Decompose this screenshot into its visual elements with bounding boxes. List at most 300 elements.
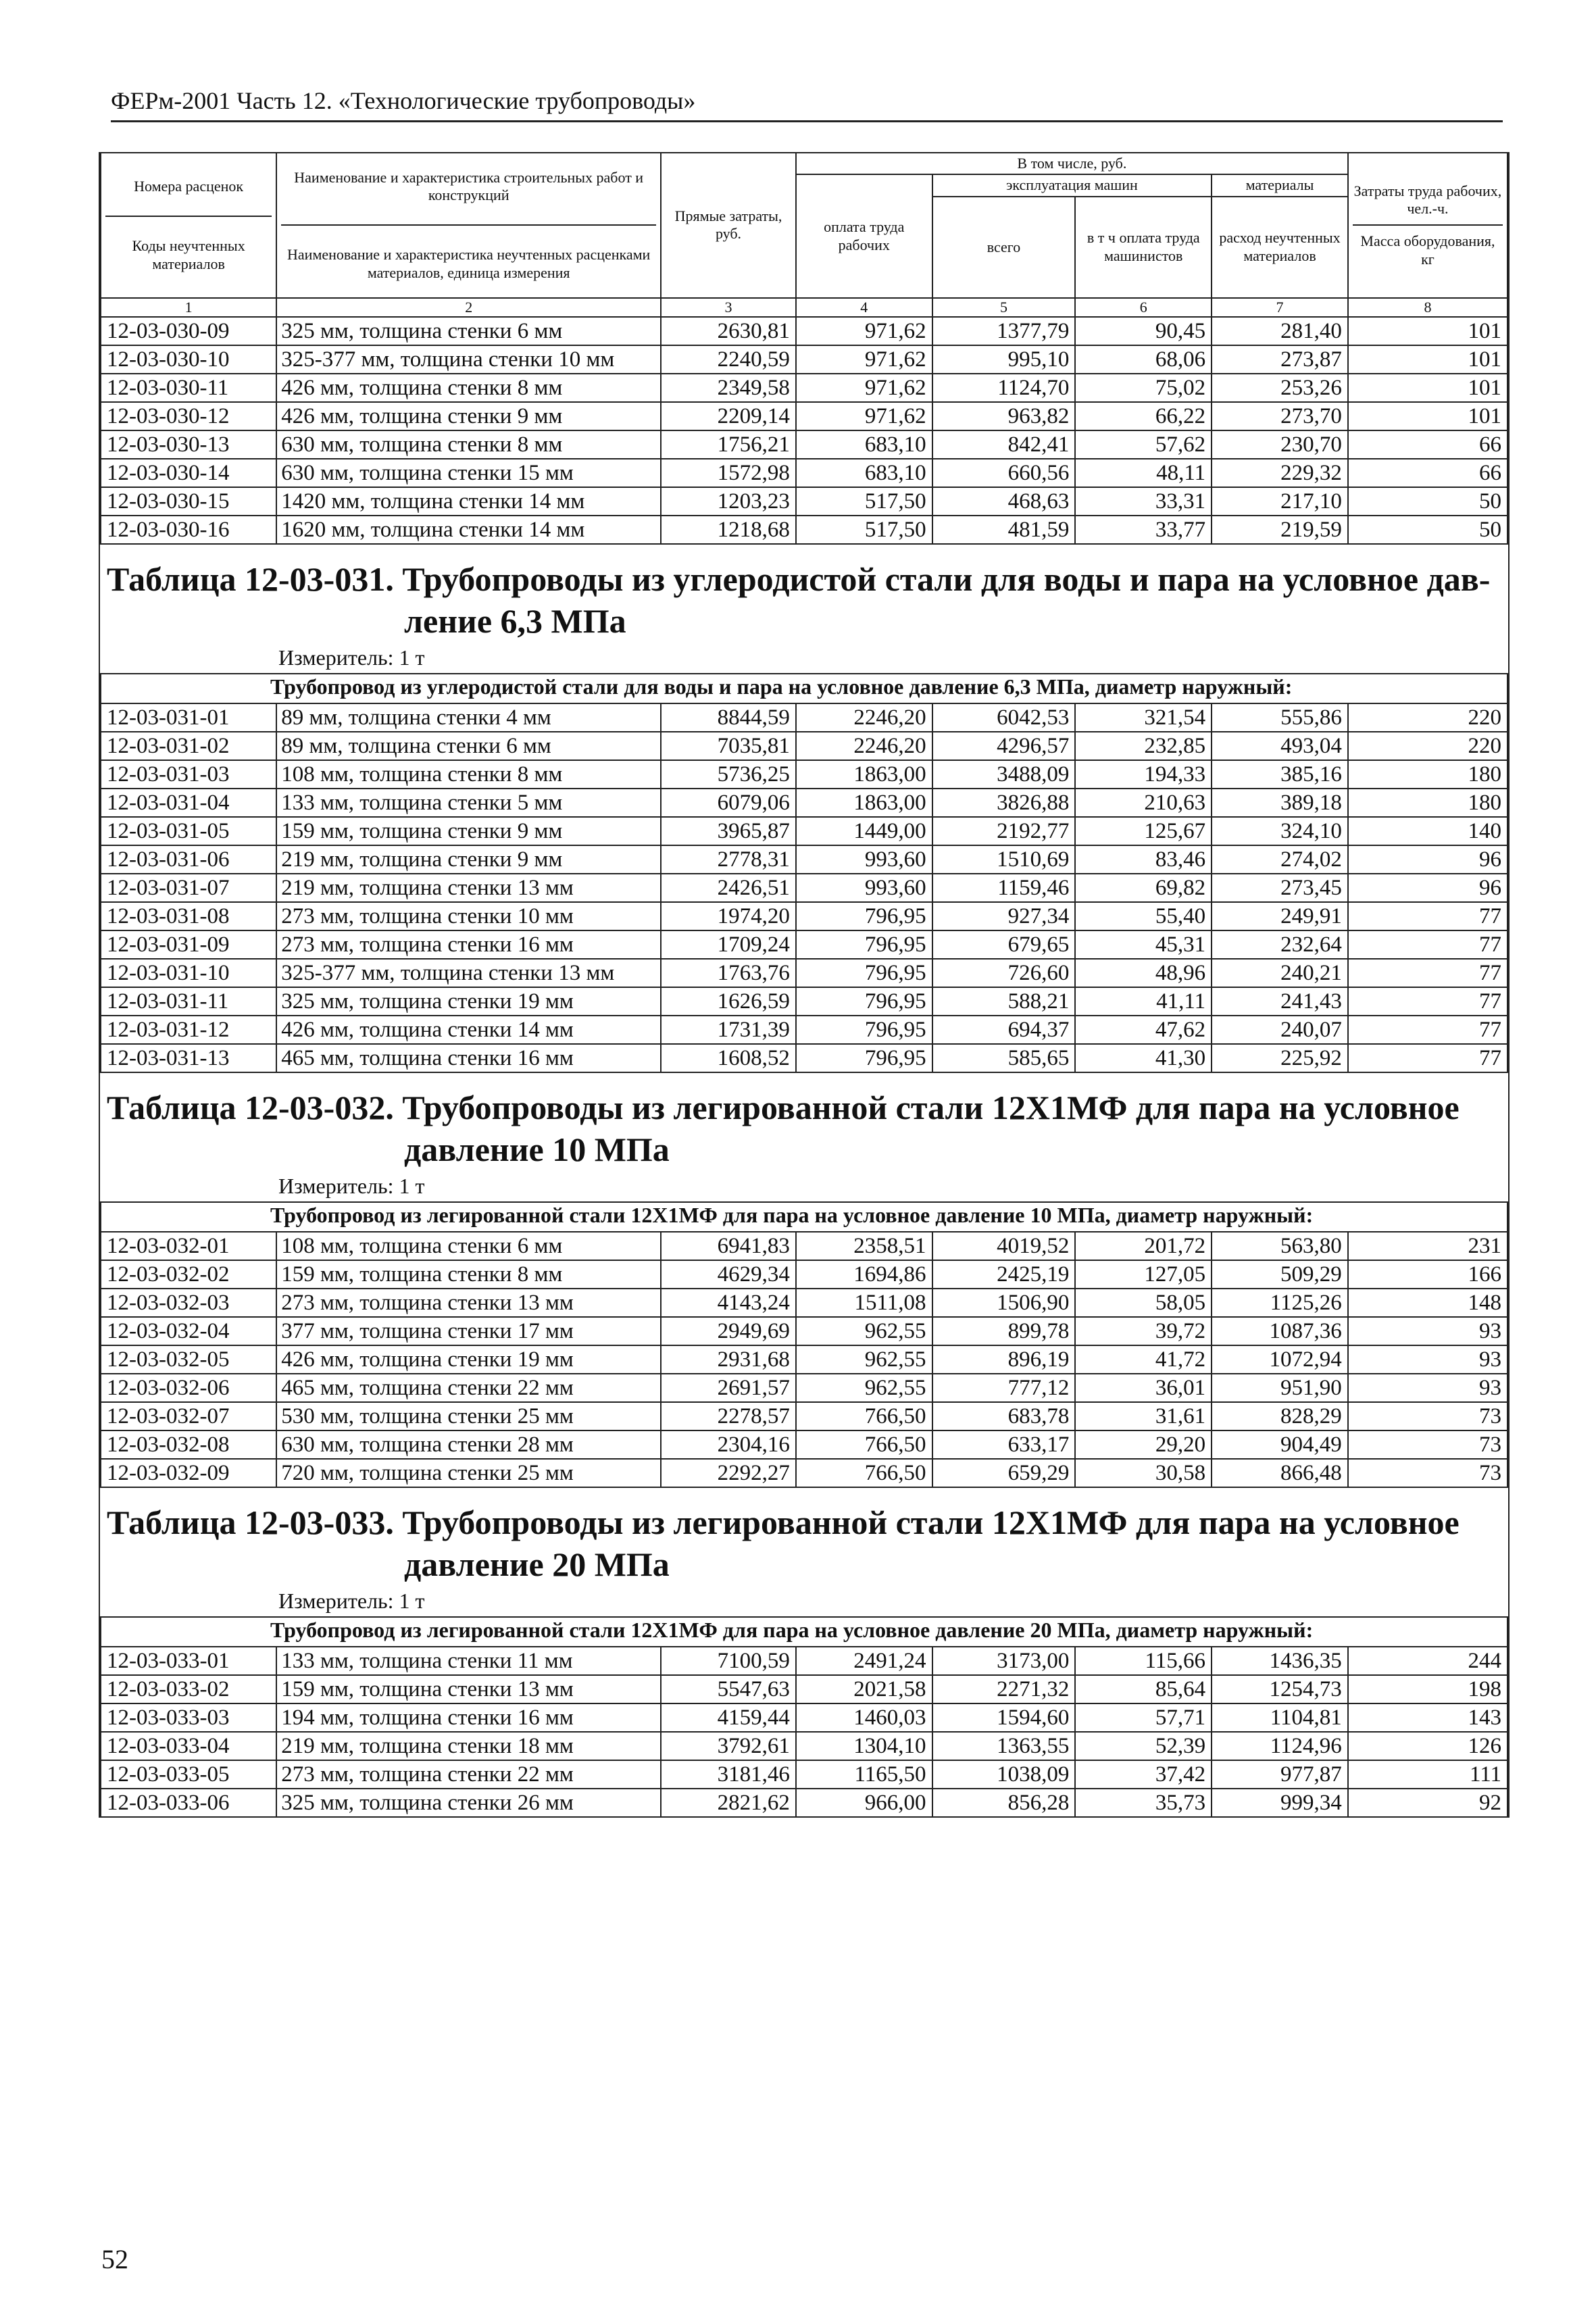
labor-hours-cell: 244 [1348,1647,1507,1675]
rate-code-cell: 12-03-031-11 [101,987,276,1016]
work-description-cell: 630 мм, толщина стенки 8 мм [276,430,661,459]
labor-hours-cell: 77 [1348,959,1507,987]
rate-code-cell: 12-03-030-14 [101,459,276,487]
table-row [101,516,1507,544]
rate-code-cell: 12-03-030-11 [101,374,276,402]
table-row [101,1317,1507,1345]
labor-hours-cell: 180 [1348,789,1507,817]
col-header-work-name: Наименование и характеристика строительных работ и конструкций [281,169,656,226]
machinist-pay-cell: 194,33 [1075,760,1212,789]
worker-pay-cell: 971,62 [796,345,932,374]
table-row [101,845,1507,874]
labor-hours-cell: 93 [1348,1374,1507,1402]
work-description-cell: 720 мм, толщина стенки 25 мм [276,1459,661,1487]
table-031 [100,673,1508,1073]
work-description-cell: 465 мм, толщина стенки 22 мм [276,1374,661,1402]
table-row [101,374,1507,402]
machinist-pay-cell: 85,64 [1075,1675,1212,1703]
machines-total-cell: 3173,00 [932,1647,1076,1675]
worker-pay-cell: 2358,51 [796,1232,932,1260]
labor-hours-cell: 77 [1348,1016,1507,1044]
worker-pay-cell: 796,95 [796,1016,932,1044]
work-description-cell: 219 мм, толщина стенки 9 мм [276,845,661,874]
materials-cost-cell: 249,91 [1212,902,1348,930]
labor-hours-cell: 50 [1348,487,1507,516]
table-row [101,959,1507,987]
rate-code-cell: 12-03-031-13 [101,1044,276,1072]
col-header-names [276,153,661,298]
worker-pay-cell: 971,62 [796,402,932,430]
machines-total-cell: 1159,46 [932,874,1076,902]
machines-total-cell: 1038,09 [932,1760,1076,1789]
worker-pay-cell: 683,10 [796,459,932,487]
col-header-direct-costs: Прямые затраты, руб. [661,153,796,298]
table-row [101,1016,1507,1044]
table-row [101,1647,1507,1675]
col-number: 5 [932,298,1076,317]
work-description-cell: 630 мм, толщина стенки 15 мм [276,459,661,487]
labor-hours-cell: 140 [1348,817,1507,845]
work-description-cell: 530 мм, толщина стенки 25 мм [276,1402,661,1430]
machinist-pay-cell: 45,31 [1075,930,1212,959]
col-header-machinist-pay: в т ч оплата труда машинистов [1075,197,1212,298]
table-031-caption: Трубопровод из углеродистой стали для воды и пара на условное давление 6,3 МПа, диаметр наружный: [101,674,1507,703]
machinist-pay-cell: 321,54 [1075,703,1212,732]
worker-pay-cell: 517,50 [796,516,932,544]
table-031-title-line1: Таблица 12-03-031. Трубопроводы из углеродистой стали для воды и пара на условное дав- [107,559,1491,598]
main-table [100,152,1508,545]
rate-code-cell: 12-03-032-05 [101,1345,276,1374]
rate-code-cell: 12-03-031-08 [101,902,276,930]
work-description-cell: 89 мм, толщина стенки 6 мм [276,732,661,760]
direct-costs-cell: 1608,52 [661,1044,796,1072]
materials-cost-cell: 999,34 [1212,1789,1348,1817]
direct-costs-cell: 1974,20 [661,902,796,930]
work-description-cell: 1420 мм, толщина стенки 14 мм [276,487,661,516]
machinist-pay-cell: 68,06 [1075,345,1212,374]
col-header-worker-pay: оплата труда рабочих [796,174,932,297]
col-header-codes [101,153,276,298]
worker-pay-cell: 971,62 [796,317,932,345]
materials-cost-cell: 232,64 [1212,930,1348,959]
direct-costs-cell: 2240,59 [661,345,796,374]
work-description-cell: 325-377 мм, толщина стенки 10 мм [276,345,661,374]
machines-total-cell: 1377,79 [932,317,1076,345]
work-description-cell: 89 мм, толщина стенки 4 мм [276,703,661,732]
materials-cost-cell: 1104,81 [1212,1703,1348,1732]
direct-costs-cell: 6079,06 [661,789,796,817]
work-description-cell: 325 мм, толщина стенки 6 мм [276,317,661,345]
worker-pay-cell: 2246,20 [796,732,932,760]
col-header-material-name: Наименование и характеристика неучтенных расценками материалов, единица измерения [287,246,651,281]
machinist-pay-cell: 48,11 [1075,459,1212,487]
direct-costs-cell: 2931,68 [661,1345,796,1374]
table-033-caption: Трубопровод из легированной стали 12Х1МФ для пара на условное давление 20 МПа, диаметр наружный: [101,1617,1507,1647]
materials-cost-cell: 1254,73 [1212,1675,1348,1703]
direct-costs-cell: 2426,51 [661,874,796,902]
table-033-title-line1: Таблица 12-03-033. Трубопроводы из легированной стали 12Х1МФ для пара на условное [107,1503,1460,1541]
rate-code-cell: 12-03-032-02 [101,1260,276,1289]
rate-code-cell: 12-03-030-10 [101,345,276,374]
table-032 [100,1201,1508,1488]
col-header-labor-hours: Затраты труда рабочих, чел.-ч. [1353,182,1503,226]
direct-costs-cell: 2349,58 [661,374,796,402]
table-032-title [100,1073,1508,1170]
direct-costs-cell: 1731,39 [661,1016,796,1044]
worker-pay-cell: 1863,00 [796,760,932,789]
machinist-pay-cell: 33,77 [1075,516,1212,544]
table-row [101,1345,1507,1374]
direct-costs-cell: 3792,61 [661,1732,796,1760]
machines-total-cell: 3488,09 [932,760,1076,789]
labor-hours-cell: 111 [1348,1760,1507,1789]
col-header-rate-numbers: Номера расценок [105,178,272,217]
col-number: 4 [796,298,932,317]
table-row [101,317,1507,345]
rate-code-cell: 12-03-032-07 [101,1402,276,1430]
table-row [101,789,1507,817]
machinist-pay-cell: 52,39 [1075,1732,1212,1760]
table-row [101,1675,1507,1703]
machines-total-cell: 694,37 [932,1016,1076,1044]
work-description-cell: 426 мм, толщина стенки 19 мм [276,1345,661,1374]
table-row [101,817,1507,845]
machines-total-cell: 963,82 [932,402,1076,430]
table-031-title-line2: ление 6,3 МПа [404,601,626,640]
table-031-body [101,703,1507,1072]
materials-cost-cell: 509,29 [1212,1260,1348,1289]
machines-total-cell: 1510,69 [932,845,1076,874]
table-row [101,345,1507,374]
worker-pay-cell: 766,50 [796,1430,932,1459]
table-033 [100,1616,1508,1818]
work-description-cell: 377 мм, толщина стенки 17 мм [276,1317,661,1345]
direct-costs-cell: 2778,31 [661,845,796,874]
table-row [101,487,1507,516]
worker-pay-cell: 1449,00 [796,817,932,845]
materials-cost-cell: 1072,94 [1212,1345,1348,1374]
machines-total-cell: 726,60 [932,959,1076,987]
work-description-cell: 630 мм, толщина стенки 28 мм [276,1430,661,1459]
table-033-meter: Измеритель: 1 т [278,1588,425,1613]
direct-costs-cell: 2630,81 [661,317,796,345]
worker-pay-cell: 1460,03 [796,1703,932,1732]
worker-pay-cell: 1694,86 [796,1260,932,1289]
table-row [101,760,1507,789]
rate-code-cell: 12-03-030-15 [101,487,276,516]
rate-code-cell: 12-03-033-05 [101,1760,276,1789]
machines-total-cell: 2425,19 [932,1260,1076,1289]
table-031-caption-row [101,674,1507,703]
machinist-pay-cell: 57,71 [1075,1703,1212,1732]
materials-cost-cell: 1125,26 [1212,1289,1348,1317]
labor-hours-cell: 148 [1348,1289,1507,1317]
machines-total-cell: 6042,53 [932,703,1076,732]
direct-costs-cell: 8844,59 [661,703,796,732]
work-description-cell: 273 мм, толщина стенки 16 мм [276,930,661,959]
labor-hours-cell: 73 [1348,1459,1507,1487]
rate-code-cell: 12-03-030-13 [101,430,276,459]
labor-hours-cell: 220 [1348,703,1507,732]
machines-total-cell: 1363,55 [932,1732,1076,1760]
labor-hours-cell: 101 [1348,317,1507,345]
table-row [101,1374,1507,1402]
direct-costs-cell: 1203,23 [661,487,796,516]
col-number: 8 [1348,298,1507,317]
table-row [101,874,1507,902]
worker-pay-cell: 517,50 [796,487,932,516]
materials-cost-cell: 273,70 [1212,402,1348,430]
col-header-labor [1348,153,1507,298]
direct-costs-cell: 2278,57 [661,1402,796,1430]
page-number: 52 [101,2244,128,2274]
rate-code-cell: 12-03-032-06 [101,1374,276,1402]
machines-total-cell: 588,21 [932,987,1076,1016]
machinist-pay-cell: 33,31 [1075,487,1212,516]
rate-code-cell: 12-03-033-03 [101,1703,276,1732]
col-header-unaccounted-materials: расход неучтенных материалов [1212,197,1348,298]
table-033-title [100,1488,1508,1585]
machinist-pay-cell: 69,82 [1075,874,1212,902]
direct-costs-cell: 4629,34 [661,1260,796,1289]
machinist-pay-cell: 41,11 [1075,987,1212,1016]
work-description-cell: 108 мм, толщина стенки 6 мм [276,1232,661,1260]
labor-hours-cell: 96 [1348,845,1507,874]
page-header [111,86,1503,122]
direct-costs-cell: 2949,69 [661,1317,796,1345]
materials-cost-cell: 273,45 [1212,874,1348,902]
materials-cost-cell: 230,70 [1212,430,1348,459]
direct-costs-cell: 6941,83 [661,1232,796,1260]
table-row [101,459,1507,487]
table-row [101,703,1507,732]
machines-total-cell: 585,65 [932,1044,1076,1072]
machinist-pay-cell: 83,46 [1075,845,1212,874]
machines-total-cell: 659,29 [932,1459,1076,1487]
worker-pay-cell: 796,95 [796,959,932,987]
table-row [101,902,1507,930]
worker-pay-cell: 796,95 [796,902,932,930]
table-031-title [100,545,1508,642]
table-032-meter: Измеритель: 1 т [278,1173,425,1198]
table-row [101,402,1507,430]
rate-code-cell: 12-03-032-04 [101,1317,276,1345]
worker-pay-cell: 1511,08 [796,1289,932,1317]
col-number: 1 [101,298,276,317]
work-description-cell: 1620 мм, толщина стенки 14 мм [276,516,661,544]
machinist-pay-cell: 29,20 [1075,1430,1212,1459]
labor-hours-cell: 93 [1348,1317,1507,1345]
machines-total-cell: 4296,57 [932,732,1076,760]
worker-pay-cell: 962,55 [796,1374,932,1402]
table-030-body [101,317,1507,544]
table-row [101,1760,1507,1789]
document-frame [99,152,1510,1818]
column-header-row-1 [101,153,1507,174]
worker-pay-cell: 993,60 [796,874,932,902]
machinist-pay-cell: 39,72 [1075,1317,1212,1345]
materials-cost-cell: 828,29 [1212,1402,1348,1430]
work-description-cell: 426 мм, толщина стенки 9 мм [276,402,661,430]
machinist-pay-cell: 57,62 [1075,430,1212,459]
work-description-cell: 108 мм, толщина стенки 8 мм [276,760,661,789]
table-row [101,1402,1507,1430]
rate-code-cell: 12-03-031-02 [101,732,276,760]
worker-pay-cell: 1863,00 [796,789,932,817]
table-031-meter: Измеритель: 1 т [278,645,425,670]
machines-total-cell: 660,56 [932,459,1076,487]
direct-costs-cell: 1218,68 [661,516,796,544]
table-row [101,430,1507,459]
col-header-machines: эксплуатация машин [932,174,1212,196]
rate-code-cell: 12-03-031-12 [101,1016,276,1044]
labor-hours-cell: 231 [1348,1232,1507,1260]
rate-code-cell: 12-03-033-06 [101,1789,276,1817]
direct-costs-cell: 3181,46 [661,1760,796,1789]
machines-total-cell: 468,63 [932,487,1076,516]
machines-total-cell: 2192,77 [932,817,1076,845]
direct-costs-cell: 7035,81 [661,732,796,760]
machinist-pay-cell: 37,42 [1075,1760,1212,1789]
labor-hours-cell: 77 [1348,930,1507,959]
machines-total-cell: 633,17 [932,1430,1076,1459]
rate-code-cell: 12-03-031-09 [101,930,276,959]
work-description-cell: 219 мм, толщина стенки 18 мм [276,1732,661,1760]
rate-code-cell: 12-03-033-02 [101,1675,276,1703]
rate-code-cell: 12-03-033-04 [101,1732,276,1760]
machines-total-cell: 683,78 [932,1402,1076,1430]
machines-total-cell: 856,28 [932,1789,1076,1817]
rate-code-cell: 12-03-031-05 [101,817,276,845]
labor-hours-cell: 66 [1348,459,1507,487]
table-row [101,1430,1507,1459]
direct-costs-cell: 2209,14 [661,402,796,430]
col-number: 6 [1075,298,1212,317]
worker-pay-cell: 962,55 [796,1317,932,1345]
materials-cost-cell: 253,26 [1212,374,1348,402]
materials-cost-cell: 240,07 [1212,1016,1348,1044]
materials-cost-cell: 324,10 [1212,817,1348,845]
table-row [101,1044,1507,1072]
machinist-pay-cell: 41,72 [1075,1345,1212,1374]
machines-total-cell: 1594,60 [932,1703,1076,1732]
materials-cost-cell: 866,48 [1212,1459,1348,1487]
table-033-caption-row [101,1617,1507,1647]
labor-hours-cell: 93 [1348,1345,1507,1374]
rate-code-cell: 12-03-031-07 [101,874,276,902]
materials-cost-cell: 229,32 [1212,459,1348,487]
machinist-pay-cell: 127,05 [1075,1260,1212,1289]
machinist-pay-cell: 31,61 [1075,1402,1212,1430]
table-row [101,732,1507,760]
direct-costs-cell: 2304,16 [661,1430,796,1459]
machines-total-cell: 4019,52 [932,1232,1076,1260]
labor-hours-cell: 143 [1348,1703,1507,1732]
table-033-title-line2: давление 20 МПа [404,1545,670,1583]
worker-pay-cell: 766,50 [796,1459,932,1487]
direct-costs-cell: 5547,63 [661,1675,796,1703]
work-description-cell: 159 мм, толщина стенки 13 мм [276,1675,661,1703]
rate-code-cell: 12-03-033-01 [101,1647,276,1675]
labor-hours-cell: 126 [1348,1732,1507,1760]
materials-cost-cell: 225,92 [1212,1044,1348,1072]
machinist-pay-cell: 35,73 [1075,1789,1212,1817]
materials-cost-cell: 555,86 [1212,703,1348,732]
col-header-materials: материалы [1212,174,1348,196]
labor-hours-cell: 166 [1348,1260,1507,1289]
rate-code-cell: 12-03-032-08 [101,1430,276,1459]
rate-code-cell: 12-03-030-16 [101,516,276,544]
col-number: 2 [276,298,661,317]
direct-costs-cell: 1756,21 [661,430,796,459]
machines-total-cell: 995,10 [932,345,1076,374]
labor-hours-cell: 92 [1348,1789,1507,1817]
materials-cost-cell: 385,16 [1212,760,1348,789]
work-description-cell: 273 мм, толщина стенки 22 мм [276,1760,661,1789]
labor-hours-cell: 73 [1348,1402,1507,1430]
machinist-pay-cell: 75,02 [1075,374,1212,402]
machines-total-cell: 1506,90 [932,1289,1076,1317]
worker-pay-cell: 1304,10 [796,1732,932,1760]
materials-cost-cell: 273,87 [1212,345,1348,374]
direct-costs-cell: 2821,62 [661,1789,796,1817]
work-description-cell: 273 мм, толщина стенки 13 мм [276,1289,661,1317]
table-row [101,1260,1507,1289]
labor-hours-cell: 66 [1348,430,1507,459]
table-032-title-line1: Таблица 12-03-032. Трубопроводы из легированной стали 12Х1МФ для пара на условное [107,1088,1460,1126]
direct-costs-cell: 7100,59 [661,1647,796,1675]
materials-cost-cell: 217,10 [1212,487,1348,516]
rate-code-cell: 12-03-031-04 [101,789,276,817]
direct-costs-cell: 4159,44 [661,1703,796,1732]
materials-cost-cell: 1087,36 [1212,1317,1348,1345]
page-header-title: ФЕРм-2001 Часть 12. «Технологические трубопроводы» [111,87,696,114]
machinist-pay-cell: 66,22 [1075,402,1212,430]
materials-cost-cell: 493,04 [1212,732,1348,760]
work-description-cell: 426 мм, толщина стенки 8 мм [276,374,661,402]
machines-total-cell: 2271,32 [932,1675,1076,1703]
rate-code-cell: 12-03-032-03 [101,1289,276,1317]
table-032-body [101,1232,1507,1487]
worker-pay-cell: 993,60 [796,845,932,874]
machines-total-cell: 842,41 [932,430,1076,459]
rate-code-cell: 12-03-030-09 [101,317,276,345]
direct-costs-cell: 2691,57 [661,1374,796,1402]
materials-cost-cell: 1124,96 [1212,1732,1348,1760]
worker-pay-cell: 966,00 [796,1789,932,1817]
machines-total-cell: 927,34 [932,902,1076,930]
labor-hours-cell: 50 [1348,516,1507,544]
labor-hours-cell: 77 [1348,987,1507,1016]
direct-costs-cell: 1572,98 [661,459,796,487]
column-number-row [101,298,1507,317]
direct-costs-cell: 1763,76 [661,959,796,987]
work-description-cell: 465 мм, толщина стенки 16 мм [276,1044,661,1072]
machinist-pay-cell: 90,45 [1075,317,1212,345]
machinist-pay-cell: 41,30 [1075,1044,1212,1072]
materials-cost-cell: 241,43 [1212,987,1348,1016]
table-row [101,1459,1507,1487]
machinist-pay-cell: 201,72 [1075,1232,1212,1260]
work-description-cell: 133 мм, толщина стенки 11 мм [276,1647,661,1675]
worker-pay-cell: 962,55 [796,1345,932,1374]
table-row [101,1789,1507,1817]
direct-costs-cell: 4143,24 [661,1289,796,1317]
worker-pay-cell: 2246,20 [796,703,932,732]
work-description-cell: 325 мм, толщина стенки 26 мм [276,1789,661,1817]
materials-cost-cell: 563,80 [1212,1232,1348,1260]
machines-total-cell: 481,59 [932,516,1076,544]
